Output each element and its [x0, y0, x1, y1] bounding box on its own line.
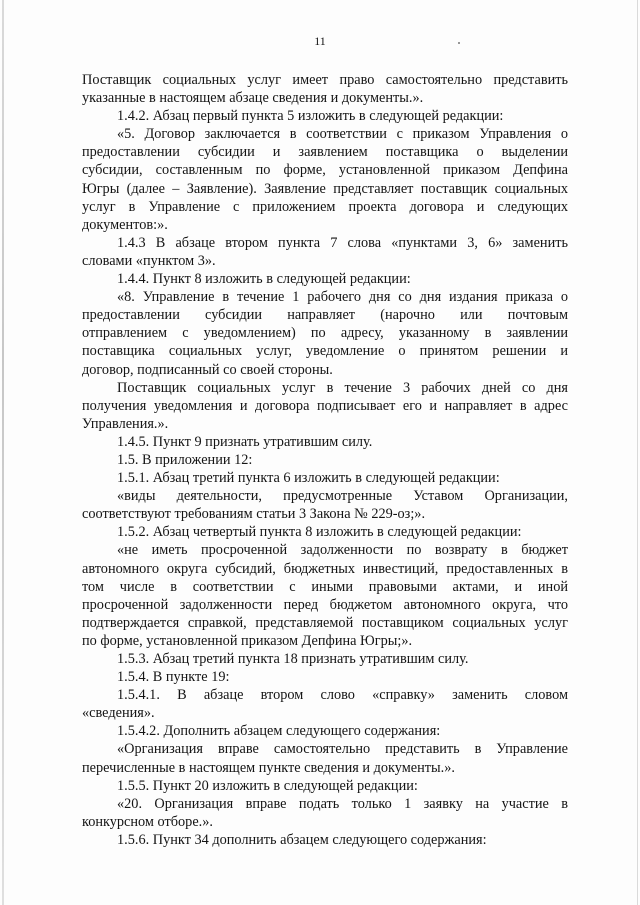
text-line: «виды деятельности, предусмотренные Уставом Организации,: [117, 488, 568, 505]
text-line: Управления.».: [82, 415, 169, 432]
text-line: субсидии, составленным по форме, установленной приказом Депфина: [82, 162, 568, 179]
text-line: 1.5.4. В пункте 19:: [117, 669, 230, 686]
text-line: том числе в соответствии с иными правовыми актами, и иной: [82, 578, 568, 595]
text-line: 1.5.5. Пункт 20 изложить в следующей редакции:: [117, 777, 418, 794]
text-line: отправлением с уведомлением) по адресу, указанному в заявлении: [82, 325, 568, 342]
text-line: «8. Управление в течение 1 рабочего дня со дня издания приказа о: [117, 289, 568, 306]
text-line: «Организация вправе самостоятельно представить в Управление: [117, 741, 568, 758]
text-line: по форме, установленной приказом Депфина Югры;».: [82, 632, 413, 649]
text-line: указанные в настоящем абзаце сведения и документы.».: [82, 90, 424, 107]
text-line: 1.4.4. Пункт 8 изложить в следующей редакции:: [117, 271, 411, 288]
text-line: 1.5.2. Абзац четвертый пункта 8 изложить в следующей редакции:: [117, 524, 522, 541]
scan-edge-left: [2, 0, 4, 905]
text-line: 1.5.1. Абзац третий пункта 6 изложить в следующей редакции:: [117, 470, 500, 487]
text-line: 1.5.4.2. Дополнить абзацем следующего содержания:: [117, 723, 441, 740]
text-line: перечисленные в настоящем пункте сведения и документы.».: [82, 759, 455, 776]
text-line: «5. Договор заключается в соответствии с приказом Управления о: [117, 126, 568, 143]
text-line: Поставщик социальных услуг имеет право самостоятельно представить: [82, 72, 568, 88]
text-line: документов:».: [82, 216, 168, 233]
text-line: 1.5. В приложении 12:: [117, 451, 253, 468]
text-line: услуг в Управление с приложением проекта договора и следующих: [82, 198, 568, 215]
text-line: конкурсном отборе.».: [82, 813, 213, 830]
text-line: «сведения».: [82, 705, 155, 722]
text-line: просроченной задолженности перед бюджетом автономного округа, что: [82, 596, 568, 613]
text-line: Югры (далее – Заявление). Заявление представляет поставщик социальных: [82, 180, 568, 197]
text-line: словами «пунктом 3».: [82, 252, 216, 269]
page-number: 11: [314, 34, 326, 48]
text-line: поставщика социальных услуг, уведомление о принятом решении и: [82, 343, 568, 360]
text-line: договор, подписанный со своей стороны.: [82, 361, 333, 378]
text-line: предоставлении субсидии направляет (нарочно или почтовым: [82, 307, 568, 324]
text-line: 1.5.3. Абзац третий пункта 18 признать утратившим силу.: [117, 651, 469, 667]
text-line: предоставлении субсидии и заявлением поставщика о выделении: [82, 144, 568, 161]
text-line: получения уведомления и договора подписывает его и направляет в адрес: [82, 397, 568, 414]
text-line: подтверждается справкой, представляемой поставщиком социальных услуг: [82, 614, 568, 631]
text-line: автономного округа субсидий, бюджетных инвестиций, предоставленных в: [82, 560, 568, 577]
text-line: «20. Организация вправе подать только 1 заявку на участие в: [117, 795, 568, 812]
scan-edge-right: [637, 0, 638, 905]
text-line: 1.5.4.1. В абзаце втором слово «справку» заменить словом: [117, 687, 568, 704]
text-line: Поставщик социальных услуг в течение 3 рабочих дней со дня: [117, 379, 568, 396]
text-line: 1.4.5. Пункт 9 признать утратившим силу.: [117, 433, 373, 450]
document-body: [82, 71, 568, 849]
scan-speck: [458, 42, 460, 44]
text-line: 1.4.3 В абзаце втором пункта 7 слова «пунктами 3, 6» заменить: [117, 234, 568, 251]
text-line: соответствуют требованиям статьи 3 Закона № 229-оз;».: [82, 506, 426, 523]
text-line: «не иметь просроченной задолженности по возврату в бюджет: [117, 542, 568, 559]
text-line: 1.4.2. Абзац первый пункта 5 изложить в следующей редакции:: [117, 108, 504, 125]
text-line: 1.5.6. Пункт 34 дополнить абзацем следующего содержания:: [117, 831, 487, 848]
